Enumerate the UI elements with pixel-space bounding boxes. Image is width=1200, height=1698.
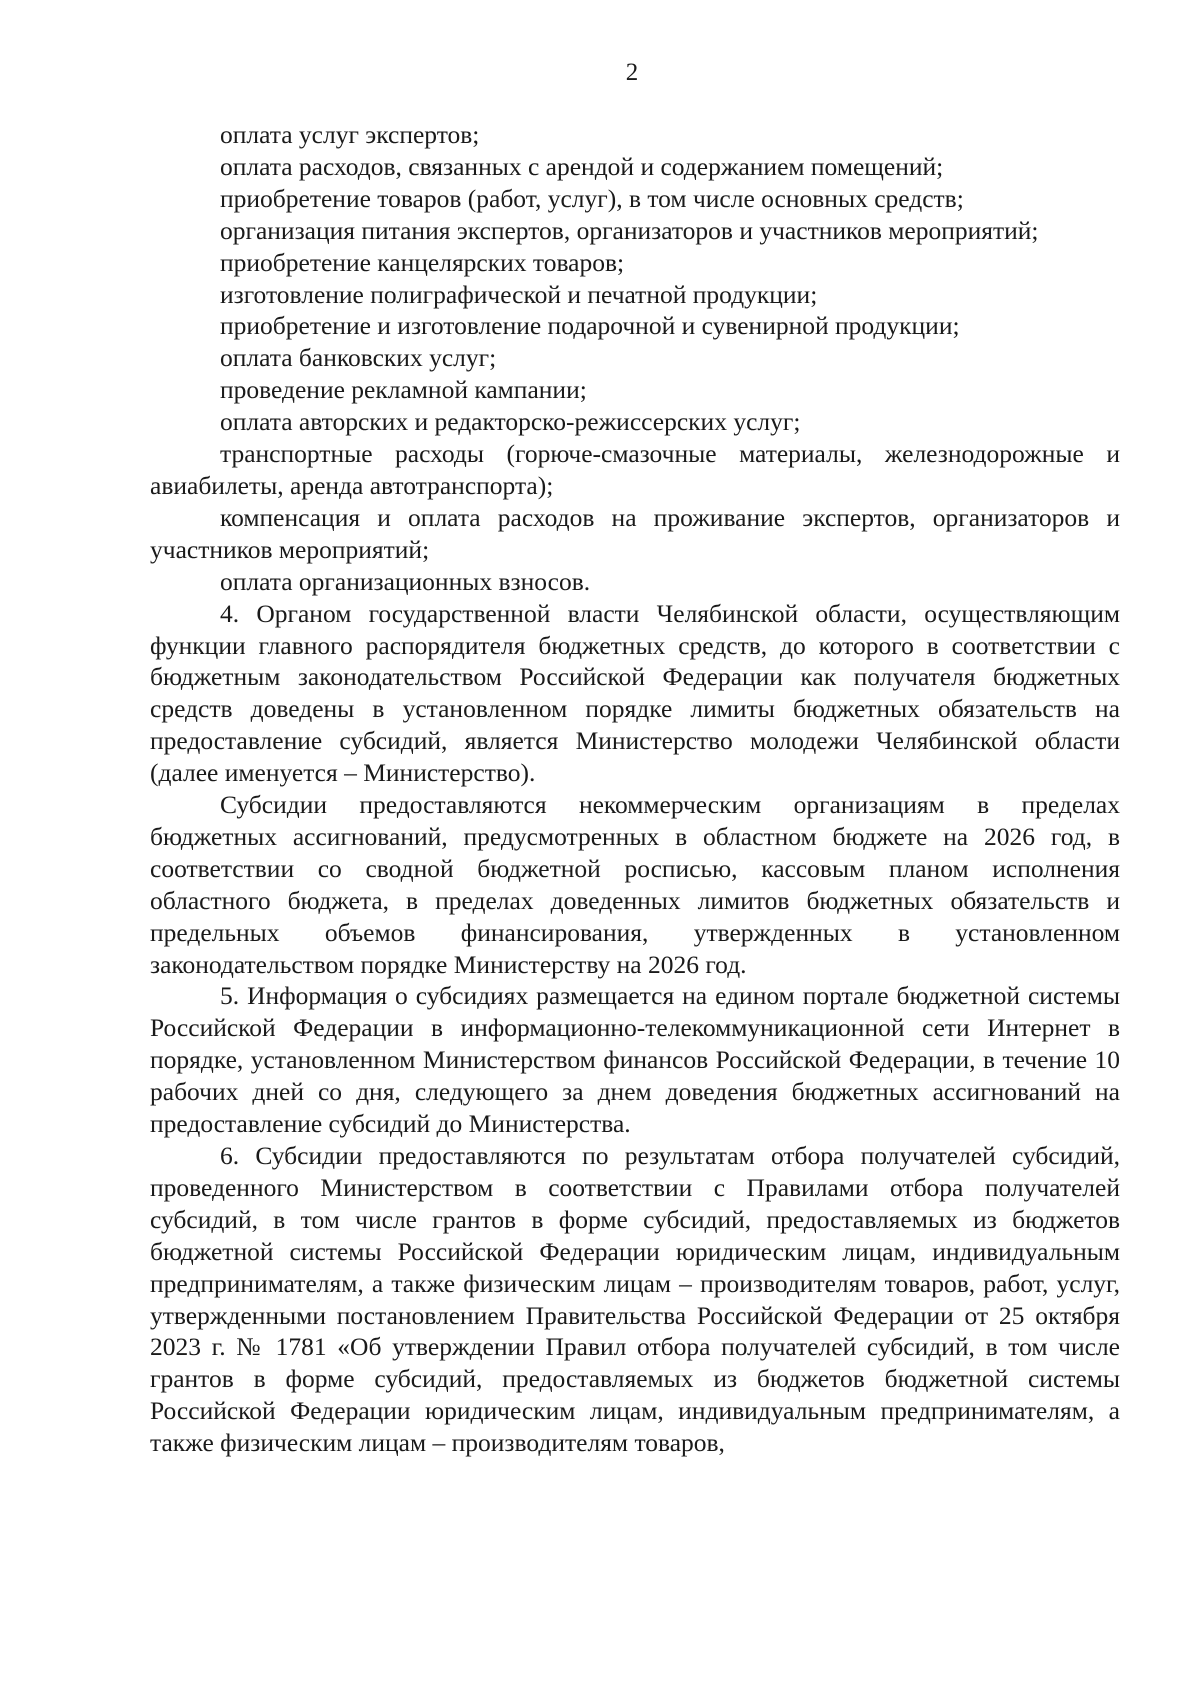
list-item: оплата расходов, связанных с арендой и содержанием помещений; bbox=[220, 151, 944, 181]
list-item: оплата организационных взносов. bbox=[220, 566, 591, 596]
list-item: приобретение товаров (работ, услуг), в том числе основных средств; bbox=[220, 183, 964, 213]
paragraph-5: 5. Информация о субсидиях размещается на едином портале бюджетной системы Российской Федерации в информационно-телекоммуникационной сети Интернет в порядке, установленном Министерством финансов Российской Федерации, в течение 10 рабочих дней со дня, следующего за днем доведения бюджетных ассигнований на предоставление субсидий до Министерства. bbox=[150, 981, 1120, 1139]
list-item: транспортные расходы (горюче-смазочные материалы, железнодорожные и авиабилеты, аренда автотранспорта); bbox=[150, 439, 1120, 500]
list-item: организация питания экспертов, организаторов и участников мероприятий; bbox=[220, 215, 1039, 245]
list-item: оплата банковских услуг; bbox=[220, 343, 497, 373]
list-item: оплата услуг экспертов; bbox=[220, 120, 480, 149]
paragraph-6: 6. Субсидии предоставляются по результатам отбора получателей субсидий, проведенного Министерством в соответствии с Правилами отбора получателей субсидий, в том числе грантов в форме субсидий, предоставляемых из бюджетов бюджетной системы Российской Федерации юридическим лицам, индивидуальным предпринимателям, а также физическим лицам – производителям товаров, работ, услуг, утвержденными постановлением Правительства Российской Федерации от 25 октября 2023 г. № 1781 «Об утверждении Правил отбора получателей субсидий, в том числе грантов в форме субсидий, предоставляемых из бюджетов бюджетной системы Российской Федерации юридическим лицам, индивидуальным предпринимателям, а также физическим лицам – производителям товаров, bbox=[150, 1141, 1120, 1458]
paragraph-4: 4. Органом государственной власти Челябинской области, осуществляющим функции главного распорядителя бюджетных средств, до которого в соответствии с бюджетным законодательством Российской Федерации как получателя бюджетных средств доведены в установленном порядке лимиты бюджетных обязательств на предоставление субсидий, является Министерство молодежи Челябинской области (далее именуется – Министерство). bbox=[150, 598, 1120, 788]
document-body bbox=[150, 119, 1120, 1459]
list-item: проведение рекламной кампании; bbox=[220, 375, 587, 405]
list-item: изготовление полиграфической и печатной продукции; bbox=[220, 279, 818, 309]
list-item: оплата авторских и редакторско-режиссерских услуг; bbox=[220, 407, 801, 437]
list-item: приобретение канцелярских товаров; bbox=[220, 247, 625, 277]
paragraph-subsidies-budget: Субсидии предоставляются некоммерческим организациям в пределах бюджетных ассигнований, предусмотренных в областном бюджете на 2026 год, в соответствии со сводной бюджетной росписью, кассовым планом исполнения областного бюджета, в пределах доведенных лимитов бюджетных обязательств и предельных объемов финансирования, утвержденных в установленном законодательством порядке Министерству на 2026 год. bbox=[150, 790, 1120, 979]
list-item: приобретение и изготовление подарочной и сувенирной продукции; bbox=[220, 311, 960, 341]
list-item: компенсация и оплата расходов на проживание экспертов, организаторов и участников мероприятий; bbox=[150, 502, 1120, 564]
page-number: 2 bbox=[625, 59, 639, 86]
